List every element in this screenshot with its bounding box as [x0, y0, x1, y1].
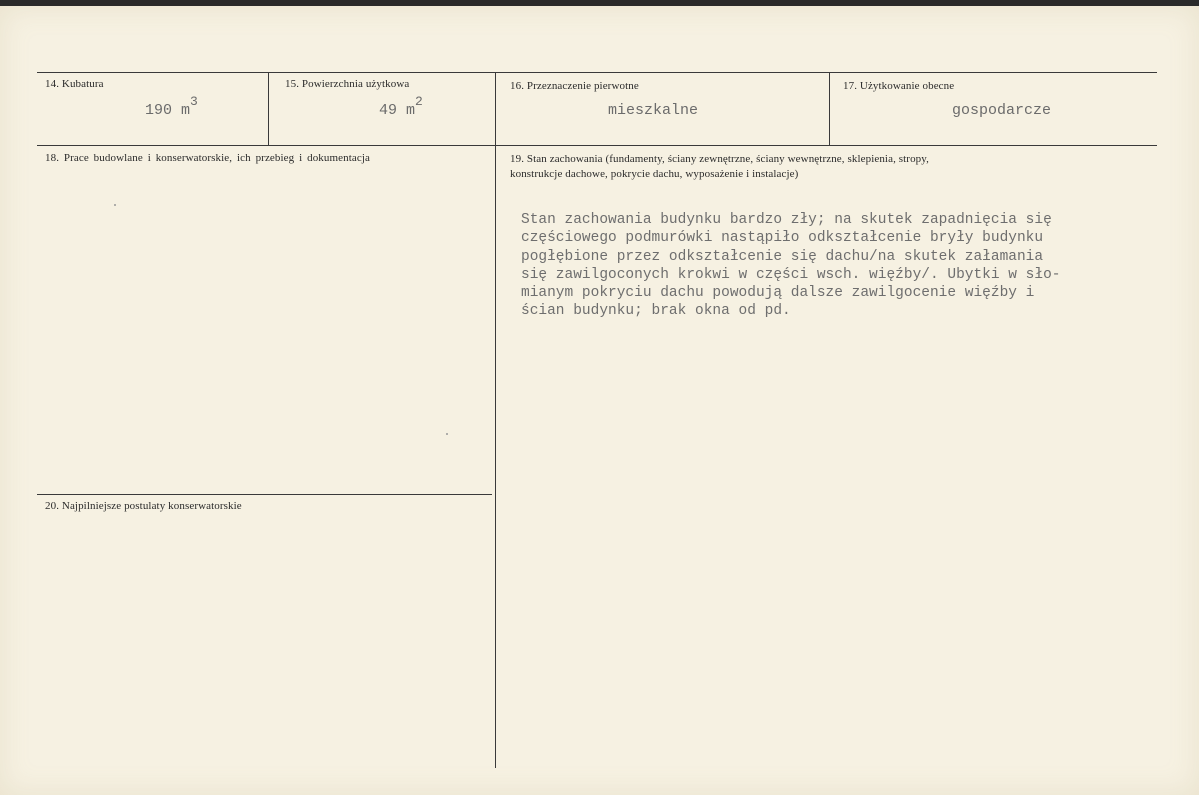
field-14-number: 190 m: [145, 102, 191, 119]
text-line: ścian budynku; brak okna od pd.: [521, 303, 791, 320]
paper-speck: [114, 204, 116, 206]
field-14-value: [145, 94, 198, 119]
field-15-value: [379, 94, 423, 119]
row-divider: [37, 145, 1157, 146]
field-15-label: 15. Powierzchnia użytkowa: [285, 78, 410, 90]
field-15-exponent: 2: [415, 94, 423, 109]
inventory-card: [0, 6, 1199, 795]
paper-speck: [446, 433, 448, 435]
field-14-exponent: 3: [190, 94, 198, 109]
field-17-value: gospodarcze: [952, 102, 1052, 119]
field-20-label: 20. Najpilniejsze postulaty konserwatorskie: [45, 500, 242, 512]
field-16-value: mieszkalne: [608, 102, 699, 119]
field-16-label: 16. Przeznaczenie pierwotne: [510, 80, 639, 92]
text-line: pogłębione przez odkształcenie się dachu/na skutek załamania: [521, 248, 1044, 265]
text-line: Stan zachowania budynku bardzo zły; na skutek zapadnięcia się: [521, 212, 1052, 228]
col-divider-3: [829, 73, 830, 145]
col-divider-2: [495, 73, 496, 768]
text-line: się zawilgoconych krokwi w części wsch. więźby/. Ubytki w sło-: [521, 266, 1061, 283]
text-line: mianym pokryciu dachu powodują dalsze zawilgocenie więźby i: [521, 285, 1035, 302]
field-19-label-line2: konstrukcje dachowe, pokrycie dachu, wyposażenie i instalacje): [510, 168, 799, 180]
field-19-typed-text: [521, 211, 1161, 321]
field-17-label: 17. Użytkowanie obecne: [843, 80, 955, 92]
text-line: częściowego podmurówki nastąpiło odkształcenie bryły budynku: [521, 230, 1044, 247]
section-divider-20: [37, 494, 492, 495]
field-18-label: 18. Prace budowlane i konserwatorskie, ich przebieg i dokumentacja: [45, 152, 370, 164]
top-rule: [37, 72, 1157, 73]
field-14-label: 14. Kubatura: [45, 78, 104, 90]
field-15-number: 49 m: [379, 102, 416, 119]
field-19-label-line1: 19. Stan zachowania (fundamenty, ściany zewnętrzne, ściany wewnętrzne, sklepienia, stropy,: [510, 153, 930, 165]
col-divider-1: [268, 73, 269, 145]
